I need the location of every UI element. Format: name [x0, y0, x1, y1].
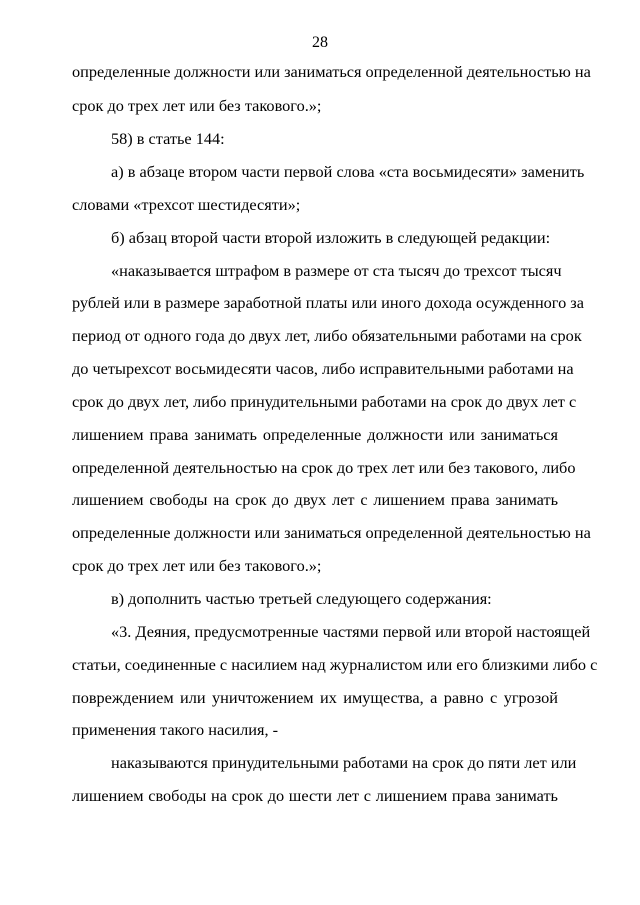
text-line: определенные должности или заниматься определенной деятельностью на — [72, 62, 591, 81]
text-line: повреждением или уничтожением их имущества, а равно с угрозой — [72, 688, 558, 707]
text-line: 58) в статье 144: — [111, 129, 225, 148]
text-line: рублей или в размере заработной платы или иного дохода осужденного за — [72, 293, 584, 312]
text-line: определенные должности или заниматься определенной деятельностью на — [72, 523, 591, 542]
text-line: «наказывается штрафом в размере от ста тысяч до трехсот тысяч — [111, 261, 562, 280]
text-line: срок до двух лет, либо принудительными работами на срок до двух лет с — [72, 392, 577, 411]
text-line: «3. Деяния, предусмотренные частями первой или второй настоящей — [111, 622, 591, 641]
text-line: применения такого насилия, - — [72, 720, 279, 739]
text-line: словами «трехсот шестидесяти»; — [72, 195, 301, 214]
text-line: а) в абзаце втором части первой слова «ста восьмидесяти» заменить — [111, 162, 585, 181]
text-line: лишением свободы на срок до шести лет с лишением права занимать — [72, 786, 558, 805]
text-line: срок до трех лет или без такового.»; — [72, 556, 322, 575]
page-number: 28 — [312, 34, 328, 51]
text-line: статьи, соединенные с насилием над журналистом или его близкими либо с — [72, 655, 598, 674]
text-line: б) абзац второй части второй изложить в следующей редакции: — [111, 228, 551, 247]
text-line: срок до трех лет или без такового.»; — [72, 96, 322, 115]
text-line: наказываются принудительными работами на срок до пяти лет или — [111, 753, 577, 772]
text-line: в) дополнить частью третьей следующего содержания: — [111, 589, 492, 608]
text-line: определенной деятельностью на срок до трех лет или без такового, либо — [72, 458, 576, 477]
text-line: до четырехсот восьмидесяти часов, либо исправительными работами на — [72, 359, 574, 378]
text-line: период от одного года до двух лет, либо обязательными работами на срок — [72, 326, 582, 345]
text-line: лишением права занимать определенные должности или заниматься — [72, 425, 558, 444]
text-line: лишением свободы на срок до двух лет с лишением права занимать — [72, 490, 558, 509]
